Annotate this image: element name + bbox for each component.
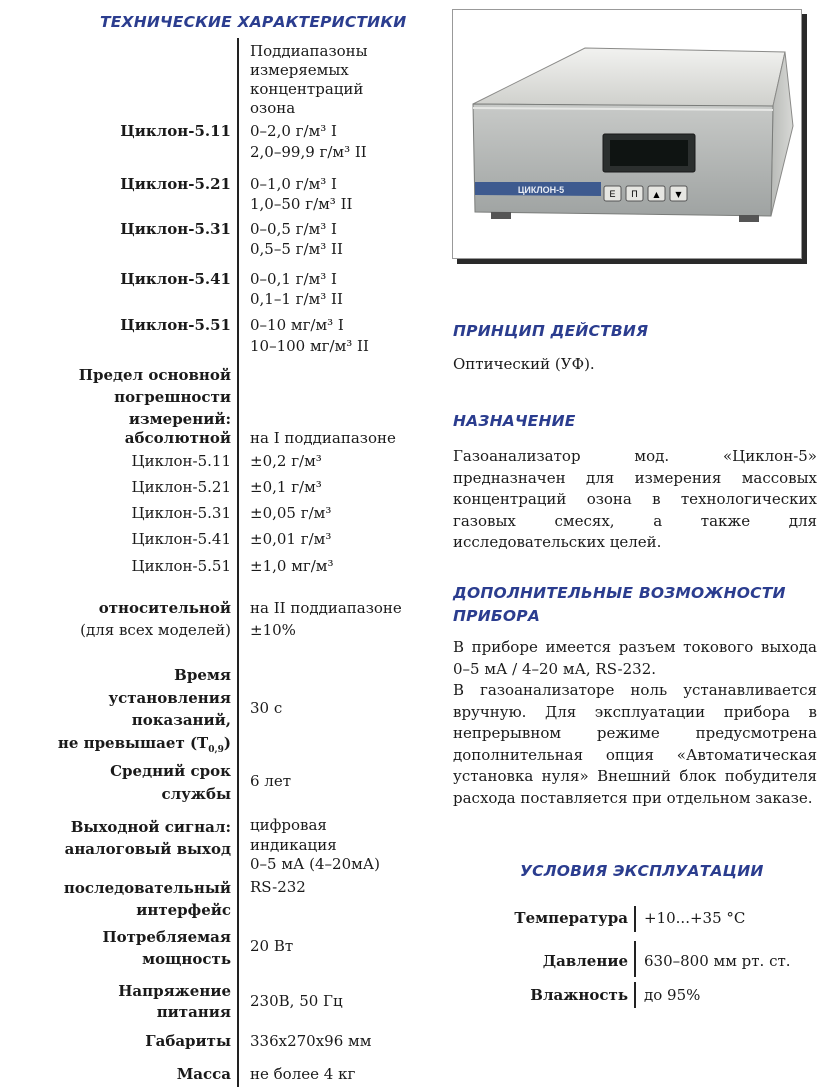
device-button-down [670, 186, 687, 201]
model-range-1: 0–1,0 г/м³ I [250, 175, 337, 193]
conditions-divider [634, 906, 636, 932]
settle-time-value: 30 с [250, 699, 283, 717]
model-range-1: 0–2,0 г/м³ I [250, 122, 337, 140]
model-range-1: 0–10 мг/м³ I [250, 316, 344, 334]
svg-text:▼: ▼ [675, 190, 682, 199]
mass-label: Масса [176, 1065, 231, 1083]
abs-model-name: Циклон-5.21 [131, 478, 231, 496]
svg-text:Е: Е [609, 189, 616, 199]
output-signal-value: цифровая индикация 0–5 мА (4–20мА) [250, 816, 381, 873]
extra-features-text: В приборе имеется разъем токового выхода 0–5 мА / 4–20 мА, RS-232. В газоанализаторе ноль устанавливается вручную. Для эксплуатации прибора в непрерывном режиме предусмотрена дополнительная опция «Автоматическая установка нуля» Внешний блок побудителя расхода поставляется при отдельном заказе. [453, 638, 817, 807]
device-model-label: ЦИКЛОН-5 [517, 185, 565, 195]
column-divider [237, 38, 239, 1087]
conditions-divider [634, 982, 636, 1008]
settle-time-label: Время установления показаний, не превышает $(T_{0,9})$ [57, 666, 231, 755]
abs-model-value: ±0,05 г/м³ [250, 504, 332, 522]
device-button-e [604, 186, 621, 201]
voltage-label: Напряжение питания [118, 982, 231, 1021]
abs-model-name: Циклон-5.11 [131, 452, 231, 470]
model-name: Циклон-5.21 [120, 175, 231, 193]
purpose-heading: НАЗНАЧЕНИЕ [453, 412, 576, 430]
abs-model-value: ±0,2 г/м³ [250, 452, 322, 470]
tech-specs-heading: ТЕХНИЧЕСКИЕ ХАРАКТЕРИСТИКИ [100, 13, 407, 31]
extra-features-heading: ДОПОЛНИТЕЛЬНЫЕ ВОЗМОЖНОСТИ ПРИБОРА [453, 584, 786, 625]
relative-note: (для всех моделей) [80, 621, 231, 639]
device-illustration [453, 10, 801, 258]
service-life-value: 6 лет [250, 772, 292, 790]
abs-model-name: Циклон-5.31 [131, 504, 231, 522]
abs-model-value: ±0,1 г/м³ [250, 478, 322, 496]
model-name: Циклон-5.41 [120, 270, 231, 288]
abs-model-name: Циклон-5.51 [131, 557, 231, 575]
serial-interface-label: последовательный интерфейс [63, 879, 231, 919]
model-name: Циклон-5.31 [120, 220, 231, 238]
condition-value: до 95% [644, 986, 701, 1004]
svg-text:П: П [631, 189, 638, 199]
relative-label: относительной [98, 599, 231, 617]
model-range-2: 1,0–50 г/м³ II [250, 195, 353, 213]
abs-model-value: ±0,01 г/м³ [250, 530, 332, 548]
conditions-heading: УСЛОВИЯ ЭКСПЛУАТАЦИИ [520, 862, 764, 880]
model-range-2: 0,5–5 г/м³ II [250, 240, 343, 258]
purpose-text: Газоанализатор мод. «Циклон-5» предназначен для измерения массовых концентраций озона в технологических газовых смесях, а также для исследовательских целей. [453, 447, 817, 551]
power-label: Потребляемая мощность [102, 928, 231, 968]
device-button-p [626, 186, 643, 201]
model-range-1: 0–0,1 г/м³ I [250, 270, 337, 288]
relative-value: на II поддиапазоне [250, 599, 402, 617]
svg-text:▲: ▲ [653, 190, 660, 199]
principle-heading: ПРИНЦИП ДЕЙСТВИЯ [453, 322, 649, 340]
device-photo [452, 9, 802, 259]
voltage-value: 230В, 50 Гц [250, 992, 343, 1010]
condition-value: 630–800 мм рт. ст. [644, 952, 791, 970]
output-signal-label: Выходной сигнал: аналоговый выход [64, 818, 231, 858]
dimensions-value: 336х270х96 мм [250, 1032, 372, 1050]
subranges-header: Поддиапазоны измеряемых концентраций озона [250, 42, 368, 117]
model-name: Циклон-5.11 [120, 122, 231, 140]
model-range-2: 2,0–99,9 г/м³ II [250, 143, 367, 161]
abs-model-name: Циклон-5.41 [131, 530, 231, 548]
device-button-up [648, 186, 665, 201]
model-name: Циклон-5.51 [120, 316, 231, 334]
abs-model-value: ±1,0 мг/м³ [250, 557, 334, 575]
error-limit-label: Предел основной погрешности измерений: [78, 366, 231, 428]
model-range-2: 0,1–1 г/м³ II [250, 290, 343, 308]
mass-value: не более 4 кг [250, 1065, 356, 1083]
relative-percent: ±10% [250, 621, 296, 639]
model-range-1: 0–0,5 г/м³ I [250, 220, 337, 238]
model-range-2: 10–100 мг/м³ II [250, 337, 369, 355]
principle-text: Оптический (УФ). [453, 355, 595, 373]
condition-label: Влажность [530, 986, 628, 1004]
conditions-divider [634, 941, 636, 977]
condition-label: Давление [542, 952, 628, 970]
absolute-label: абсолютной [124, 429, 231, 447]
service-life-label: Средний срок службы [110, 762, 231, 803]
power-value: 20 Вт [250, 937, 294, 955]
absolute-value: на I поддиапазоне [250, 429, 396, 447]
serial-interface-value: RS-232 [250, 878, 306, 896]
dimensions-label: Габариты [145, 1032, 231, 1050]
condition-value: +10...+35 °С [644, 909, 746, 927]
condition-label: Температура [514, 909, 628, 927]
